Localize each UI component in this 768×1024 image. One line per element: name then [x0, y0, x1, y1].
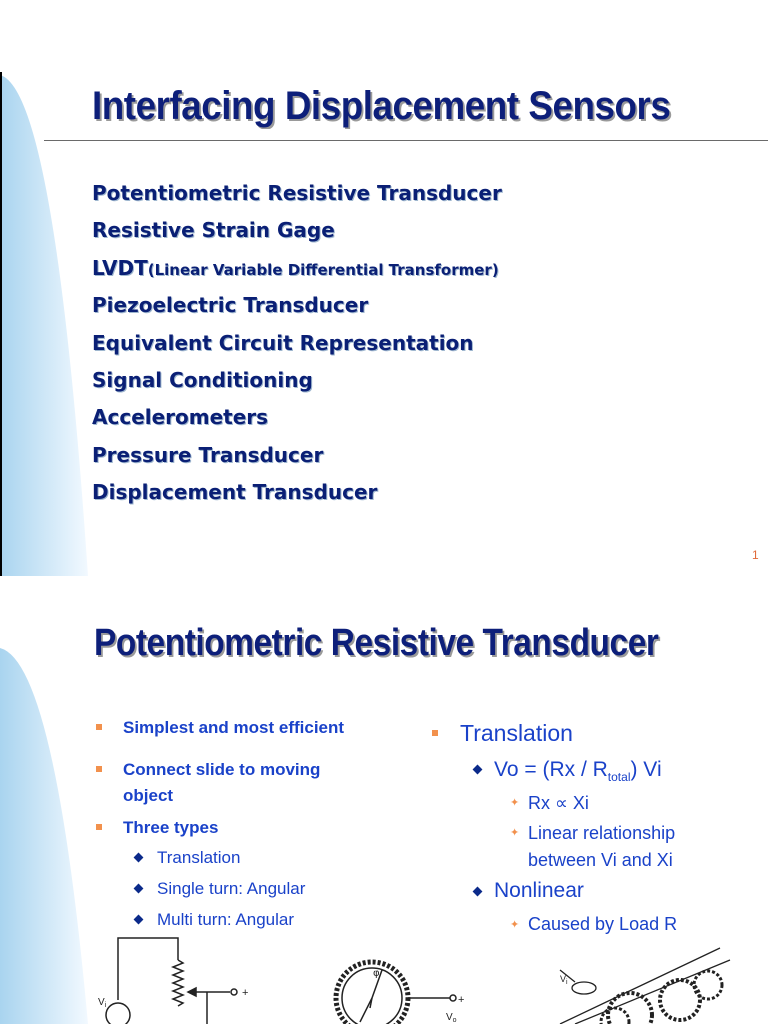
vo-equation-subscript: total [607, 770, 631, 785]
square-bullet-icon [432, 730, 438, 736]
bullet-text: Translation [460, 720, 573, 746]
slide-gap [0, 576, 768, 600]
translational-pot-diagram [106, 938, 237, 1024]
vi-label: $V_i$ [98, 997, 107, 1009]
sub-bullet-text: Linear relationship [528, 823, 676, 843]
vo-equation [494, 758, 662, 784]
bullet-item [96, 718, 416, 746]
bullet-text: object [123, 786, 174, 805]
phi-label: φ [373, 968, 380, 979]
left-bullet-list [96, 718, 416, 941]
sub-bullet-text: Translation [157, 848, 241, 867]
vo-equation-suffix: ) Vi [630, 758, 662, 781]
page-number: 1 [752, 548, 759, 562]
topic-item: Accelerometers [92, 405, 269, 430]
diamond-bullet-icon [473, 765, 483, 775]
diamond-bullet-icon [134, 915, 144, 925]
title-divider [44, 140, 768, 141]
bullet-text: Nonlinear [494, 879, 584, 902]
square-bullet-icon [96, 724, 102, 730]
bullet-item [96, 818, 416, 846]
square-bullet-icon [96, 766, 102, 772]
slide-2 [0, 600, 768, 1024]
slide-title: Interfacing Displacement Sensors [92, 84, 671, 128]
lvdt-label: LVDT [92, 255, 148, 280]
sub-bullet-item [96, 848, 416, 879]
topic-list [92, 178, 502, 515]
square-bullet-icon [96, 824, 102, 830]
bullet-text: Simplest and most efficient [123, 718, 345, 737]
vo-label: $V_o$ [446, 1012, 457, 1024]
sub-bullet-item [96, 879, 416, 910]
lvdt-expansion: (Linear Variable Differential Transformer) [147, 260, 499, 279]
sub-bullet-text: Rx ∝ Xi [528, 793, 589, 813]
slide-background-decoration [0, 0, 100, 576]
diamond-bullet-icon [134, 884, 144, 894]
vo-equation-prefix: Vo = (Rx / R [494, 758, 608, 781]
star-bullet-icon: ✦ [510, 827, 520, 839]
angular-pot-diagram [336, 962, 456, 1024]
star-bullet-icon: ✦ [510, 797, 520, 809]
topic-item [92, 253, 502, 290]
sub-bullet-text: between Vi and Xi [528, 850, 673, 870]
vi-label: $V_i$ [560, 974, 568, 986]
plus-terminal-label: + [458, 994, 465, 1006]
topic-item: Potentiometric Resistive Transducer [92, 181, 502, 205]
sub-bullet-text: Multi turn: Angular [157, 910, 295, 929]
bullet-text: Three types [123, 818, 219, 837]
sub-bullet-text: Single turn: Angular [157, 879, 306, 898]
slide-title: Potentiometric Resistive Transducer [94, 622, 659, 664]
potentiometer-diagrams [0, 930, 768, 1024]
topic-item: Displacement Transducer [92, 480, 378, 505]
multi-turn-pot-diagram [560, 948, 730, 1024]
plus-terminal-label: + [242, 987, 249, 999]
topic-item: Piezoelectric Transducer [92, 293, 369, 318]
diamond-bullet-icon [473, 887, 483, 897]
sub-bullet-text: Caused by Load R [528, 914, 678, 934]
bullet-item [96, 760, 416, 818]
star-bullet-icon: ✦ [510, 919, 520, 931]
topic-item: Pressure Transducer [92, 442, 324, 467]
diamond-bullet-icon [134, 853, 144, 863]
bullet-text: Connect slide to moving [123, 760, 321, 779]
topic-item: Equivalent Circuit Representation [92, 330, 474, 355]
topic-item: Resistive Strain Gage [92, 218, 335, 243]
topic-item: Signal Conditioning [92, 367, 313, 392]
